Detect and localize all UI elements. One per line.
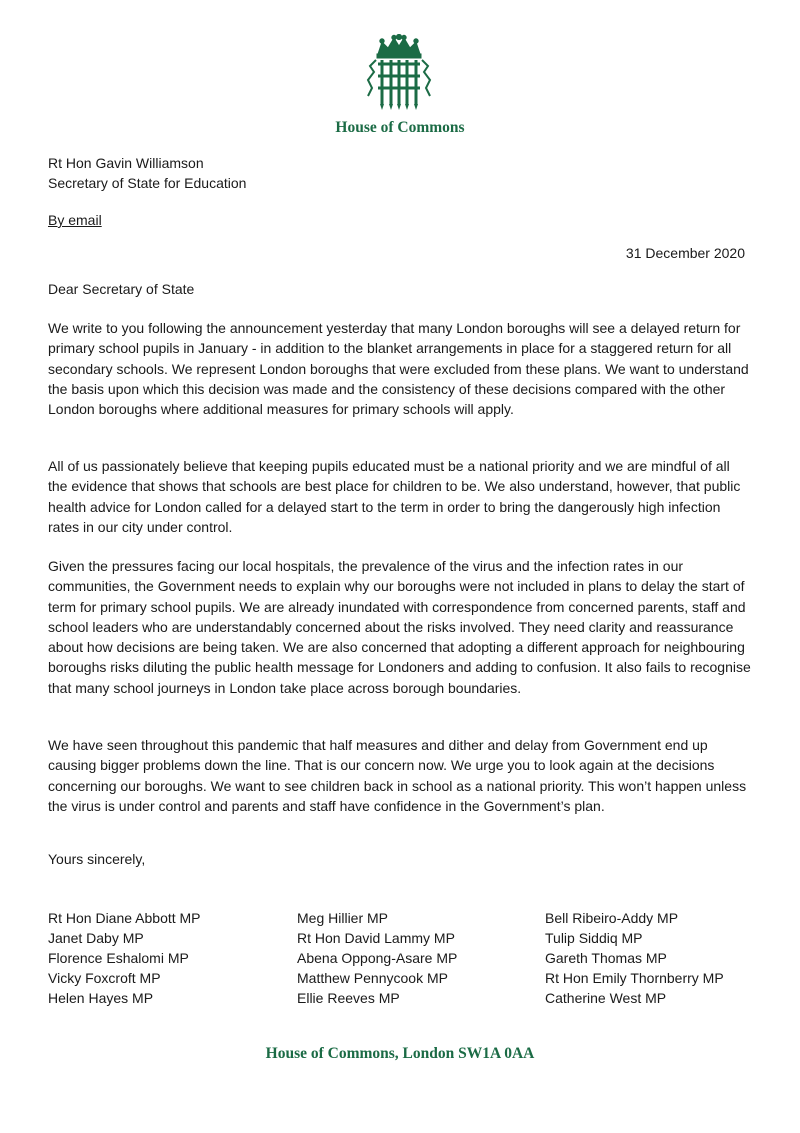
addressee-title: Secretary of State for Education [48,175,247,191]
signatory: Abena Oppong-Asare MP [297,950,458,966]
addressee-block [48,153,246,193]
signatory: Meg Hillier MP [297,910,389,926]
signatory: Florence Eshalomi MP [48,950,189,966]
signatory: Tulip Siddiq MP [545,930,643,946]
signatory-column-3 [545,908,724,1008]
body-paragraph-3: Given the pressures facing our local hospitals, the prevalence of the virus and the infection rates in our communities, the Government needs to explain why our boroughs were not included in plans to delay the start of term for primary school pupils. We are already inundated with correspondence from concerned parents, staff and school leaders who are understandably concerned about the risks involved. They need clarity and reassurance about how decisions are being taken. We are also concerned that adopting a different approach for neighbouring boroughs risks diluting the public health message for Londoners and adding to confusion. It also fails to recognise that many school journeys in London take place across borough boundaries. [48,558,751,696]
signatory: Rt Hon David Lammy MP [297,930,455,946]
signatory: Helen Hayes MP [48,990,154,1006]
signatory: Matthew Pennycook MP [297,970,448,986]
signatory: Bell Ribeiro-Addy MP [545,910,679,926]
letter-date: 31 December 2020 [625,245,745,261]
letterhead-footer-address: House of Commons, London SW1A 0AA [265,1045,535,1062]
body-paragraph-1: We write to you following the announcement yesterday that many London boroughs will see a delayed return for primary school pupils in January - in addition to the blanket arrangements in place for a staggered return for all secondary schools. We represent London boroughs that were excluded from these plans. We want to understand the basis upon which this decision was made and the consistency of these decisions compared with the other London boroughs where additional measures for primary schools will apply. [48,320,749,418]
signatory-column-2 [297,908,457,1008]
delivery-method: By email [48,212,102,228]
portcullis-crest-icon [364,34,434,114]
signatory: Janet Daby MP [48,930,144,946]
signoff: Yours sincerely, [48,851,146,867]
signatory: Catherine West MP [545,990,667,1006]
body-paragraph-4: We have seen throughout this pandemic that half measures and dither and delay from Government end up causing bigger problems down the line. That is our concern now. We urge you to look again at the decisions concerning our boroughs. We want to see children back in school as a national priority. This won’t happen unless the virus is under control and parents and staff have confidence in the Government’s plan. [48,737,747,814]
addressee-name: Rt Hon Gavin Williamson [48,155,204,171]
signatory-column-1 [48,908,201,1008]
salutation: Dear Secretary of State [48,281,195,297]
signatory: Rt Hon Emily Thornberry MP [545,970,724,986]
signatory: Gareth Thomas MP [545,950,667,966]
letterhead-title: House of Commons [335,119,465,136]
signatory: Rt Hon Diane Abbott MP [48,910,201,926]
signatory: Ellie Reeves MP [297,990,400,1006]
body-paragraph-2: All of us passionately believe that keeping pupils educated must be a national priority and we are mindful of all the evidence that shows that schools are best place for children to be. We also understand, however, that public health advice for London called for a delayed start to the term in order to bring the dangerously high infection rates in our city under control. [48,458,741,535]
signatory: Vicky Foxcroft MP [48,970,161,986]
